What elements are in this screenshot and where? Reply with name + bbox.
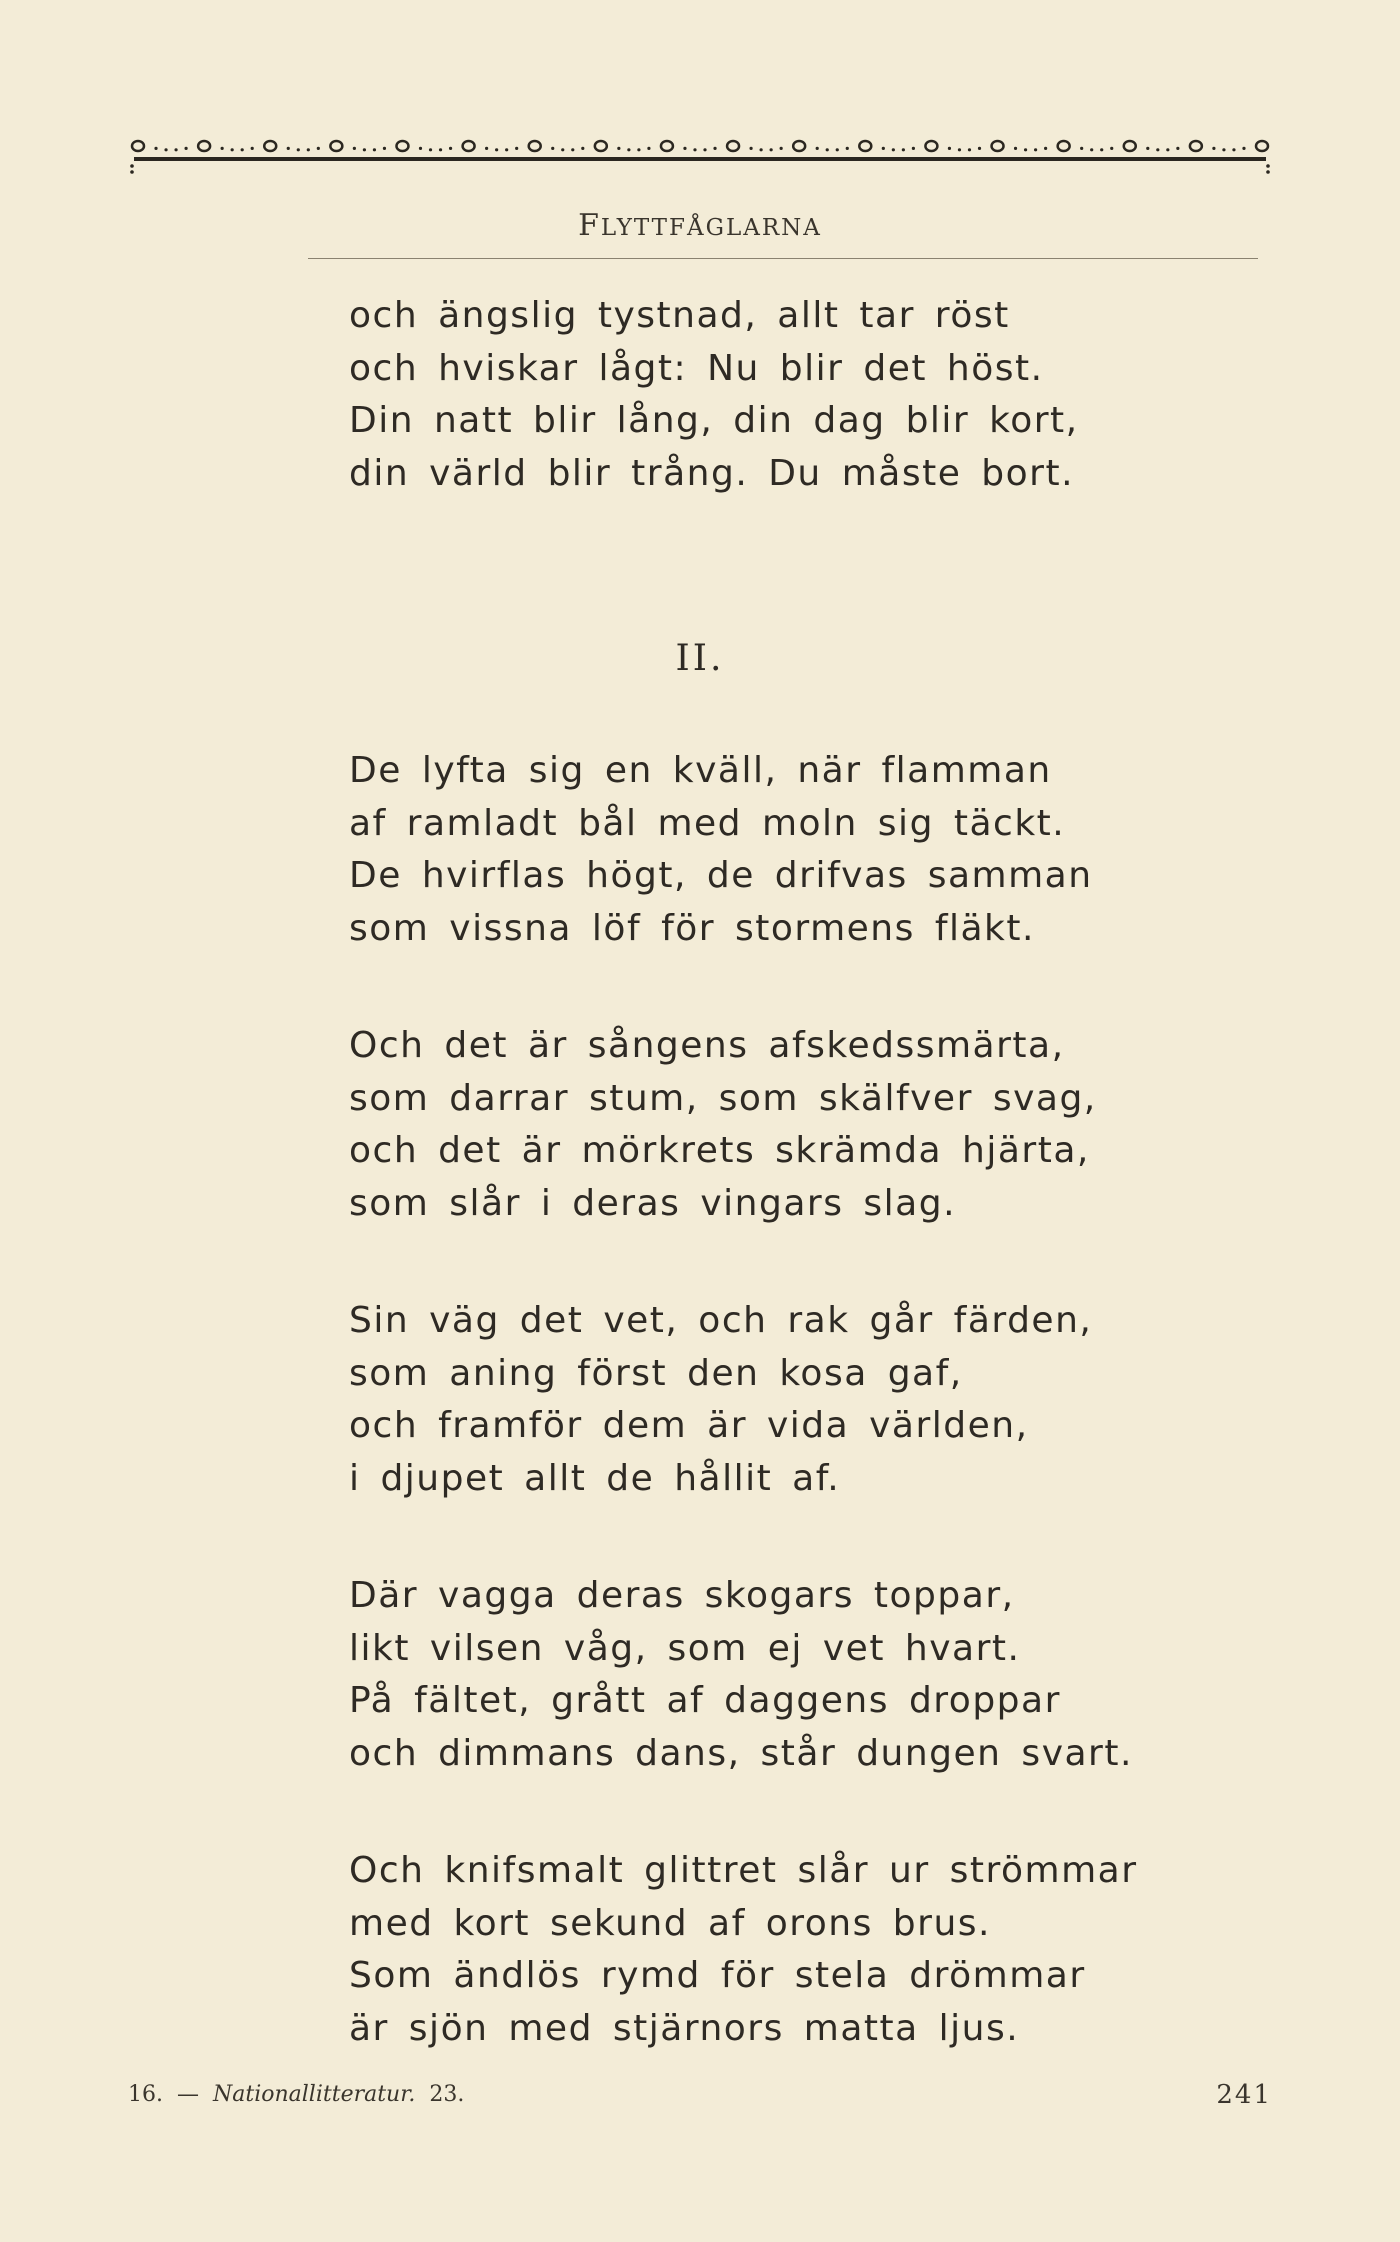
ornament-dot: [515, 147, 518, 150]
ornament-ring: [132, 141, 144, 151]
ornament-dot: [1014, 147, 1017, 150]
ornament-dot: [419, 147, 422, 150]
volume-number: 23.: [429, 2082, 465, 2107]
ornament-dot: [184, 147, 187, 150]
verse-line: På fältet, grått af daggens droppar: [349, 1680, 1061, 1721]
stanza-4: [349, 1570, 1133, 1780]
signature-number: 16.: [128, 2082, 163, 2107]
verse-line: och hviskar lågt: Nu blir det höst.: [349, 347, 1044, 389]
ornament-dot: [1212, 147, 1215, 150]
ornament-dot: [495, 148, 498, 151]
ornament-dot: [1176, 147, 1179, 150]
ornament-dot: [429, 148, 432, 151]
ornament-dot: [1222, 148, 1225, 151]
ornament-dot: [836, 148, 839, 151]
verse-line: De lyfta sig en kväll, när flamman: [349, 750, 1052, 791]
section-number: II.: [675, 638, 725, 679]
verse-line: som darrar stum, som skälfver svag,: [349, 1077, 1097, 1119]
ornament-ring: [859, 141, 871, 151]
ornament-dot: [760, 148, 763, 151]
printer-signature: [128, 2082, 464, 2107]
ornament-dot: [770, 148, 773, 151]
ornament-dot: [241, 148, 244, 151]
ornament-dot: [693, 148, 696, 151]
ornament-dot: [826, 148, 829, 151]
ornament-dot: [958, 148, 961, 151]
ornament-ring: [925, 141, 937, 151]
ornament-dot: [713, 147, 716, 150]
ornament-corner-dot: [1266, 164, 1270, 168]
verse-line: är sjön med stjärnors matta ljus.: [349, 2007, 1020, 2049]
verse-line: Sin väg det vet, och rak går färden,: [349, 1300, 1093, 1341]
ornament-dot: [1034, 148, 1037, 151]
running-head-rest: LYTTFÅGLARNA: [600, 215, 822, 241]
verse-line: af ramladt bål med moln sig täckt.: [349, 802, 1066, 844]
series-title: Nationallitteratur.: [213, 2082, 416, 2107]
ornament-dot: [1100, 148, 1103, 151]
ornament-ring: [463, 141, 475, 151]
verse-line: din värld blir trång. Du måste bort.: [349, 452, 1075, 494]
ornament-dot: [846, 147, 849, 150]
ornament-ring: [661, 141, 673, 151]
ornament-dot: [373, 148, 376, 151]
ornament-dot: [287, 147, 290, 150]
ornament-dot: [882, 147, 885, 150]
ornament-ring: [992, 141, 1004, 151]
ornament-ring: [330, 141, 342, 151]
ornament-ring: [529, 141, 541, 151]
ornament-dot: [1090, 148, 1093, 151]
verse-line: Där vagga deras skogars toppar,: [349, 1575, 1015, 1616]
ornament-dot: [307, 148, 310, 151]
ornament-dot: [948, 147, 951, 150]
ornament-dot: [449, 147, 452, 150]
header-divider: [308, 258, 1258, 259]
ornament-corner-dot: [130, 164, 134, 168]
ornament-ring: [264, 141, 276, 151]
ornament-dot: [353, 147, 356, 150]
stanza-5: [349, 1845, 1138, 2055]
verse-line: Din natt blir lång, din dag blir kort,: [349, 400, 1079, 441]
decorative-border-ornament: [128, 128, 1272, 178]
ornament-dot: [485, 147, 488, 150]
ornament-dot: [978, 147, 981, 150]
ornament-dot: [1242, 147, 1245, 150]
ornament-dot: [1080, 147, 1083, 150]
ornament-dot: [816, 147, 819, 150]
ornament-dot: [780, 147, 783, 150]
ornament-dot: [1156, 148, 1159, 151]
ornament-dot: [297, 148, 300, 151]
ornament-dot: [968, 148, 971, 151]
ornament-ring: [1190, 141, 1202, 151]
ornament-dot: [703, 148, 706, 151]
ornament-dot: [892, 148, 895, 151]
ornament-dot: [439, 148, 442, 151]
ornament-dot: [363, 148, 366, 151]
verse-line: och framför dem är vida världen,: [349, 1405, 1029, 1446]
ornament-ring: [396, 141, 408, 151]
ornament-dot: [1044, 147, 1047, 150]
verse-line: som slår i deras vingars slag.: [349, 1182, 957, 1224]
ornament-dot: [902, 148, 905, 151]
running-head: [0, 208, 1400, 243]
ornament-dot: [1146, 147, 1149, 150]
ornament-dot: [749, 147, 752, 150]
verse-line: Och det är sångens afskedssmärta,: [349, 1025, 1065, 1066]
ornament-dot: [551, 147, 554, 150]
ornament-dot: [231, 148, 234, 151]
verse-line: Som ändlös rymd för stela drömmar: [349, 1955, 1086, 1996]
ornament-ring: [1058, 141, 1070, 151]
ornament-ring: [595, 141, 607, 151]
ornament-dot: [683, 147, 686, 150]
verse-line: och dimmans dans, står dungen svart.: [349, 1732, 1133, 1774]
ornament-ring: [1256, 141, 1268, 151]
stanza-1: [349, 745, 1093, 955]
verse-line: Och knifsmalt glittret slår ur strömmar: [349, 1850, 1138, 1891]
verse-line: som aning först den kosa gaf,: [349, 1352, 963, 1394]
ornament-dot: [1024, 148, 1027, 151]
stanza-2: [349, 1020, 1097, 1230]
ornament-ring: [793, 141, 805, 151]
page-number: 241: [1216, 2080, 1272, 2110]
ornament-dot: [912, 147, 915, 150]
verse-line: med kort sekund af orons brus.: [349, 1902, 991, 1944]
signature-dash: —: [177, 2082, 199, 2107]
verse-line: som vissna löf för stormens fläkt.: [349, 907, 1035, 949]
ornament-dot: [1166, 148, 1169, 151]
ornament-dot: [251, 147, 254, 150]
ornament-ring: [198, 141, 210, 151]
ornament-dot: [164, 148, 167, 151]
ornament-dot: [571, 148, 574, 151]
running-head-initial: F: [578, 208, 601, 243]
ornament-dot: [637, 148, 640, 151]
verse-line: och ängslig tystnad, allt tar röst: [349, 295, 1010, 336]
verse-line: i djupet allt de hållit af.: [349, 1457, 841, 1499]
ornament-dot: [317, 147, 320, 150]
ornament-dot: [383, 147, 386, 150]
stanza-3: [349, 1295, 1092, 1505]
ornament-dot: [1110, 147, 1113, 150]
ornament-dot: [154, 147, 157, 150]
ornament-dot: [1232, 148, 1235, 151]
verse-line: De hvirflas högt, de drifvas samman: [349, 855, 1093, 896]
verse-line: och det är mörkrets skrämda hjärta,: [349, 1130, 1090, 1171]
ornament-dot: [647, 147, 650, 150]
ornament-dot: [221, 147, 224, 150]
ornament-ring: [727, 141, 739, 151]
ornament-dot: [617, 147, 620, 150]
ornament-dot: [174, 148, 177, 151]
ornament-corner-dot: [130, 170, 134, 174]
stanza-top: [349, 290, 1079, 500]
ornament-dot: [581, 147, 584, 150]
ornament-corner-dot: [1266, 170, 1270, 174]
ornament-dot: [505, 148, 508, 151]
verse-line: likt vilsen våg, som ej vet hvart.: [349, 1627, 1021, 1669]
ornament-ring: [1124, 141, 1136, 151]
ornament-dot: [561, 148, 564, 151]
ornament-dot: [627, 148, 630, 151]
